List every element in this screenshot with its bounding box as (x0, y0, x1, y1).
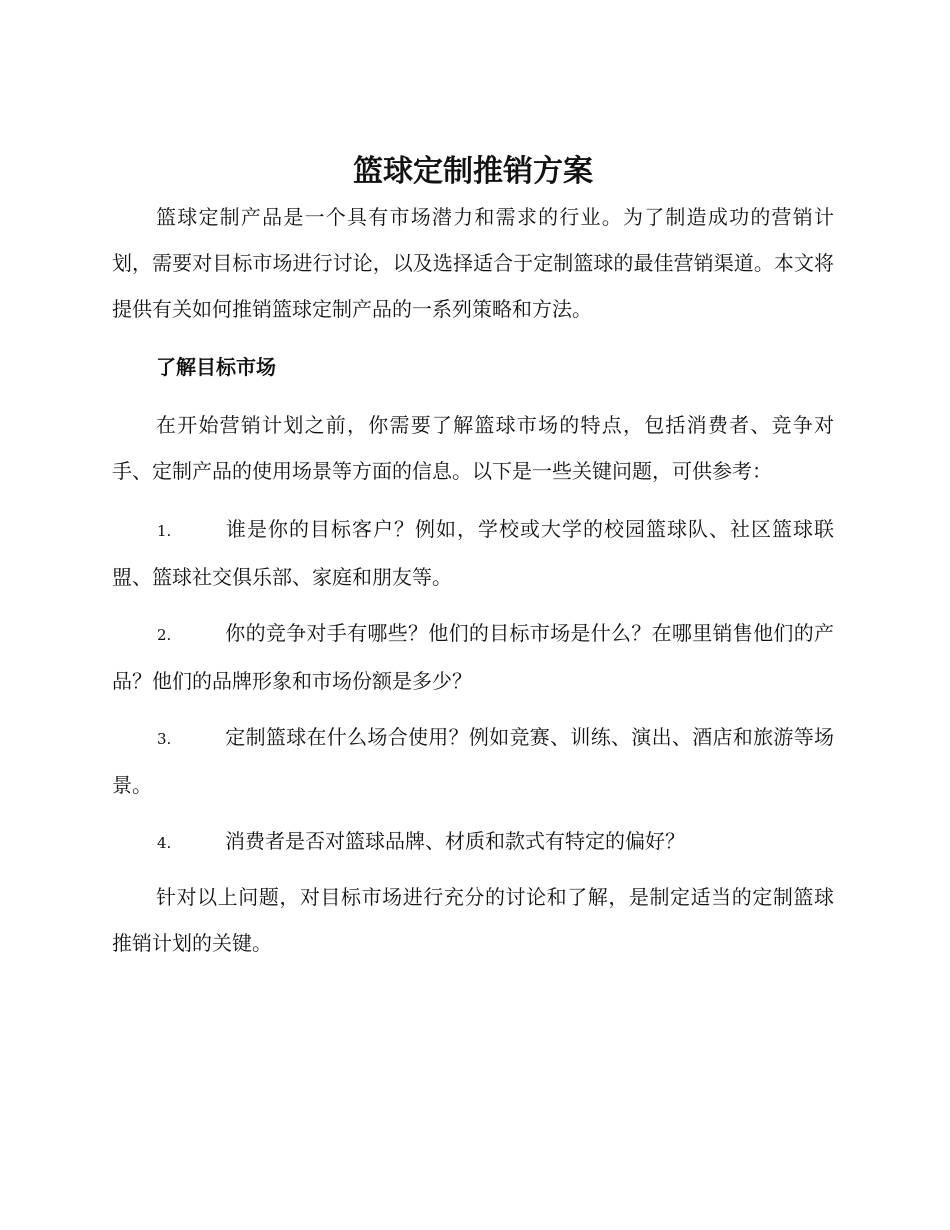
list-text: 定制篮球在什么场合使用？例如竞赛、训练、演出、酒店和旅游等场景。 (112, 725, 834, 797)
list-text: 谁是你的目标客户？例如，学校或大学的校园篮球队、社区篮球联盟、篮球社交俱乐部、家庭和朋友等。 (112, 517, 834, 589)
conclusion-paragraph: 针对以上问题，对目标市场进行充分的讨论和了解，是制定适当的定制篮球推销计划的关键。 (112, 885, 834, 955)
list-number: 1. (157, 522, 172, 540)
list-text: 你的竞争对手有哪些？他们的目标市场是什么？在哪里销售他们的产品？他们的品牌形象和市场份额是多少？ (112, 621, 834, 693)
list-item (112, 506, 834, 600)
list-number: 2. (157, 626, 172, 644)
list-number: 4. (157, 834, 172, 852)
list-text: 消费者是否对篮球品牌、材质和款式有特定的偏好？ (225, 829, 685, 853)
list-item (112, 714, 834, 808)
intro-paragraph: 篮球定制产品是一个具有市场潜力和需求的行业。为了制造成功的营销计划，需要对目标市场进行讨论，以及选择适合于定制篮球的最佳营销渠道。本文将提供有关如何推销篮球定制产品的一系列策略和方法。 (112, 205, 834, 321)
market-paragraph: 在开始营销计划之前，你需要了解篮球市场的特点，包括消费者、竞争对手、定制产品的使用场景等方面的信息。以下是一些关键问题，可供参考： (112, 413, 834, 483)
list-number: 3. (157, 730, 172, 748)
section-heading: 了解目标市场 (156, 355, 276, 379)
list-item (112, 610, 834, 704)
document-title: 篮球定制推销方案 (353, 154, 593, 189)
question-list (112, 506, 834, 866)
document-page (112, 150, 834, 966)
list-item (112, 818, 834, 866)
